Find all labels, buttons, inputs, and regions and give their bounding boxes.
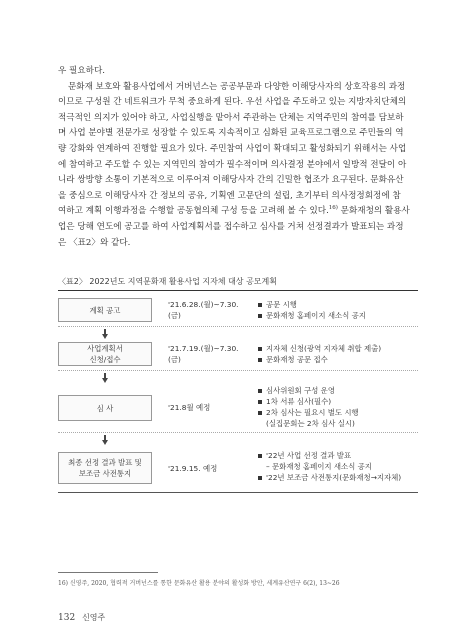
step-label: 최종 선정 결과 발표 및 (68, 458, 142, 467)
down-arrow-icon (102, 334, 108, 339)
detail-text: 문화재청 공문 접수 (266, 355, 328, 364)
step-date: '21.8월 예정 (168, 402, 211, 412)
body-line: 은 〈표2〉와 같다. (58, 237, 131, 248)
body-line: 이므로 구성원 간 네트워크가 무척 중요하게 된다. 우선 사업을 주도하고 있는 지방자치단체의 (58, 97, 407, 108)
detail-text: 심사위원회 구성 운영 (266, 386, 335, 395)
down-arrow-icon (102, 440, 108, 445)
step-box (58, 452, 152, 484)
body-line: 적극적인 의지가 있어야 하고, 사업실행을 맡아서 주관하는 단체는 지역주민의 참여를 담보하 (58, 112, 404, 123)
body-line: 니라 쌍방향 소통이 기본적으로 이루어져 이해당사자 간의 긴밀한 협조가 요구된다. 문화유산 (58, 175, 404, 186)
detail-text: 문화재청 홈페이지 새소식 공지 (266, 311, 366, 320)
body-line: 량 강화와 연계하여 진행할 필요가 있다. 주민참여 사업이 확대되고 활성화되기 위해서는 사업 (58, 143, 407, 154)
detail-text: (실집문회는 2차 심사 실시) (266, 419, 355, 428)
row-divider (58, 370, 418, 371)
step-box (58, 395, 152, 421)
square-bullet-icon (258, 454, 262, 458)
body-line: 을 중심으로 이해당사자 간 정보의 공유, 기획엔 고문단의 설립, 초기부터 의사정정회정에 참 (58, 190, 401, 201)
detail-text: 공문 시행 (266, 300, 297, 309)
body-line-text: 여하고 계획 이행과정을 수행할 공동협의체 구성 등을 고려해 볼 수 있다. (58, 206, 329, 217)
step-label: 보조금 사전통지 (78, 469, 132, 478)
square-bullet-icon (258, 400, 262, 404)
body-line: 업은 당해 연도에 공고를 하여 사업계획서를 접수하고 심사를 거쳐 선정결과가 발표되는 과정 (58, 221, 404, 232)
square-bullet-icon (258, 314, 262, 318)
detail-item (258, 310, 418, 321)
detail-item (258, 472, 418, 483)
detail-item (258, 450, 418, 461)
footnote: 16) 신영주, 2020, 협력적 거버넌스를 통한 문화유산 활용 분야의 활성화 방안, 세계유산연구 6(2), 13~26 (58, 580, 340, 587)
detail-item (258, 461, 418, 472)
row-divider (58, 432, 418, 433)
table-caption: 〈표2〉 2022년도 지역문화재 활용사업 지자체 대상 공모계획 (58, 277, 277, 286)
step-label: 심 사 (96, 403, 114, 413)
step-label: 계획 공고 (89, 305, 121, 315)
footnote-ref[interactable]: 16) (328, 205, 338, 212)
detail-text: – 문화재청 홈페이지 새소식 공지 (266, 462, 372, 471)
body-line-tail: 문화재청의 활용사 (337, 206, 410, 217)
body-line: 문화재 보호와 활용사업에서 거버넌스는 공공부문과 다양한 이해당사자의 상호작용의 과정 (68, 81, 406, 92)
square-bullet-icon (258, 358, 262, 362)
detail-item (258, 299, 418, 310)
detail-text: '22년 사업 선정 결과 발표 (266, 451, 352, 460)
square-bullet-icon (258, 476, 262, 480)
square-bullet-icon (258, 411, 262, 415)
table-row (58, 342, 418, 366)
detail-item (258, 407, 418, 418)
step-date: '21.6.28.(월)~7.30.(금) (168, 300, 239, 320)
table-row (58, 385, 418, 431)
detail-item (258, 418, 418, 429)
schedule-table (58, 290, 418, 450)
detail-text: '22년 보조금 사전통지(문화재청→지자체) (266, 473, 402, 482)
page-number: 132 (58, 613, 76, 623)
step-box (58, 298, 152, 322)
square-bullet-icon (258, 347, 262, 351)
detail-item (258, 343, 418, 354)
down-arrow-icon (102, 378, 108, 383)
detail-text: 2차 심사는 필요시 별도 시행 (266, 408, 359, 417)
body-line: 며 사업 분야별 전문가로 성장할 수 있도록 지속적이고 심화된 교육프로그램으로 주민들의 역 (58, 128, 404, 139)
body-line (58, 204, 418, 220)
square-bullet-icon (258, 303, 262, 307)
step-date: '21.7.19.(월)~7.30.(금) (168, 344, 239, 364)
table-bottom-rule (58, 492, 418, 493)
footnote-rule (58, 572, 158, 573)
step-details (258, 385, 418, 429)
step-label: 사업계획서 (87, 344, 123, 353)
step-label: 신청/접수 (89, 355, 121, 364)
detail-text: 지자체 신청(광역 지자체 취합 제출) (266, 344, 382, 353)
body-line: 우 필요하다. (58, 66, 105, 76)
body-text (58, 64, 418, 251)
step-box (58, 342, 152, 366)
table-top-rule (58, 290, 418, 291)
body-line: 에 참여하고 주도할 수 있는 지역민의 참여가 필수적이며 의사결정 분야에서 일방적 전달이 아 (58, 159, 407, 170)
detail-item (258, 354, 418, 365)
row-divider (58, 326, 418, 327)
table-row (58, 448, 418, 488)
table-row (58, 298, 418, 322)
step-details (258, 343, 418, 365)
page-footer (58, 612, 105, 623)
page-author: 신영주 (82, 613, 106, 622)
step-details (258, 450, 418, 483)
detail-item (258, 396, 418, 407)
square-bullet-icon (258, 389, 262, 393)
detail-text: 1차 서류 심사(필수) (266, 397, 332, 406)
step-date: '21.9.15. 예정 (168, 463, 218, 473)
step-details (258, 299, 418, 321)
detail-item (258, 385, 418, 396)
